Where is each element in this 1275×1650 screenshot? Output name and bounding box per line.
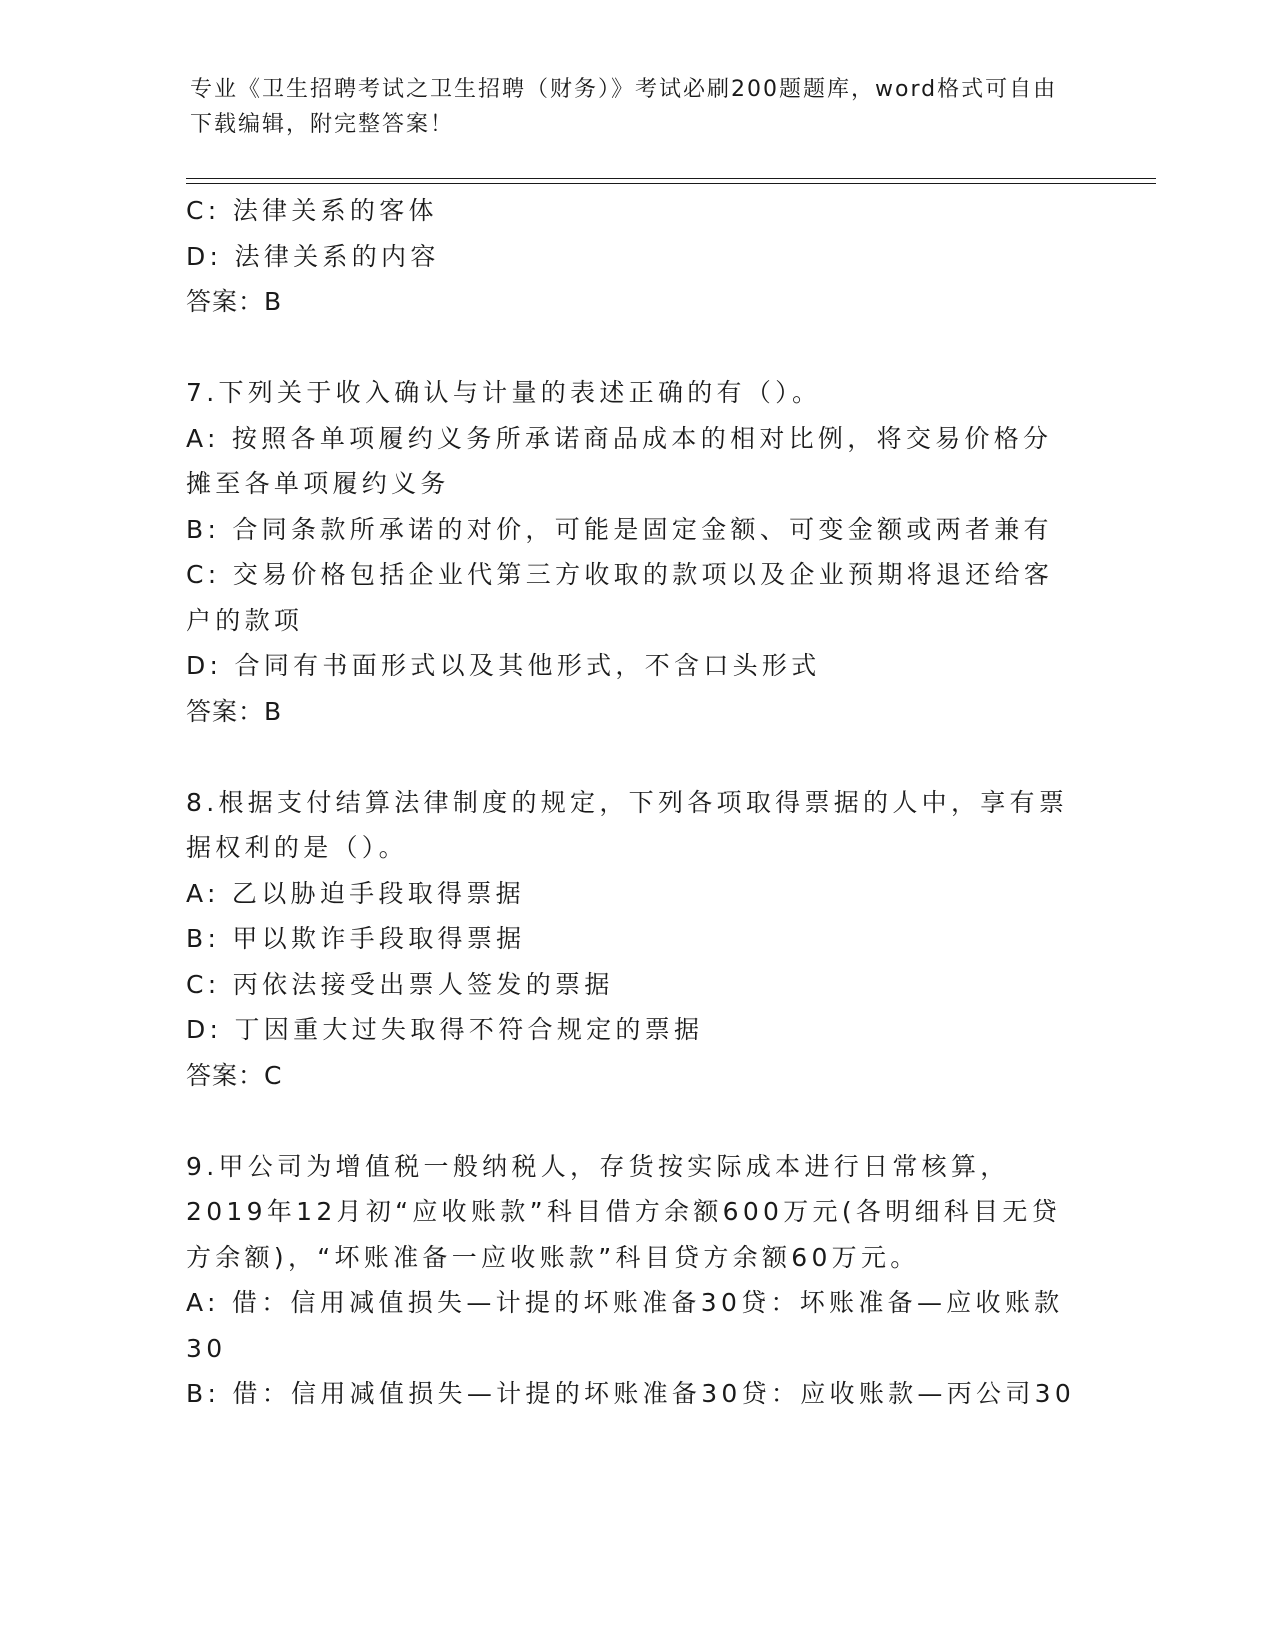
question-block — [186, 780, 1076, 1099]
question-block — [186, 1144, 1076, 1417]
option-d: D: 法律关系的内容 — [186, 241, 440, 271]
question-stem: 7.下列关于收入确认与计量的表述正确的有（）。 — [186, 378, 822, 407]
option-d: D: 丁因重大过失取得不符合规定的票据 — [186, 1015, 704, 1044]
option-b: B: 合同条款所承诺的对价，可能是固定金额、可变金额或两者兼有 — [186, 514, 1053, 544]
option-a: A: 按照各单项履约义务所承诺商品成本的相对比例，将交易价格分摊至各单项履约义务 — [186, 423, 1053, 498]
header-divider-top — [186, 178, 1156, 179]
option-a: A: 乙以胁迫手段取得票据 — [186, 878, 525, 908]
question-block — [186, 188, 1076, 325]
option-c: C: 交易价格包括企业代第三方收取的款项以及企业预期将退还给客户的款项 — [186, 560, 1054, 635]
spacer — [186, 1098, 1076, 1144]
option-a: A: 借：信用减值损失—计提的坏账准备30贷：坏账准备—应收账款30 — [186, 1288, 1064, 1363]
question-stem: 9.甲公司为增值税一般纳税人，存货按实际成本进行日常核算，2019年12月初“应收账款”科目借方余额600万元(各明细科目无贷方余额)，“坏账准备一应收账款”科目贷方余额60万元。 — [186, 1151, 1062, 1272]
question-list — [186, 188, 1076, 1417]
header-divider-bottom — [186, 183, 1156, 184]
option-b: B: 借：信用减值损失—计提的坏账准备30贷：应收账款—丙公司30 — [186, 1379, 1076, 1408]
answer-text: 答案：B — [186, 696, 283, 726]
question-block — [186, 370, 1076, 734]
header-text: 专业《卫生招聘考试之卫生招聘（财务）》考试必刷200题题库，word格式可自由下载编辑，附完整答案！ — [190, 77, 1058, 137]
spacer — [186, 325, 1076, 371]
answer-text: 答案：B — [186, 287, 283, 316]
option-c: C: 丙依法接受出票人签发的票据 — [186, 969, 614, 999]
question-stem: 8.根据支付结算法律制度的规定，下列各项取得票据的人中，享有票据权利的是（）。 — [186, 787, 1069, 862]
option-c: C: 法律关系的客体 — [186, 196, 438, 225]
option-d: D: 合同有书面形式以及其他形式，不含口头形式 — [186, 651, 821, 680]
answer-text: 答案：C — [186, 1060, 283, 1090]
option-b: B: 甲以欺诈手段取得票据 — [186, 924, 526, 953]
spacer — [186, 734, 1076, 780]
document-header — [190, 72, 1070, 142]
